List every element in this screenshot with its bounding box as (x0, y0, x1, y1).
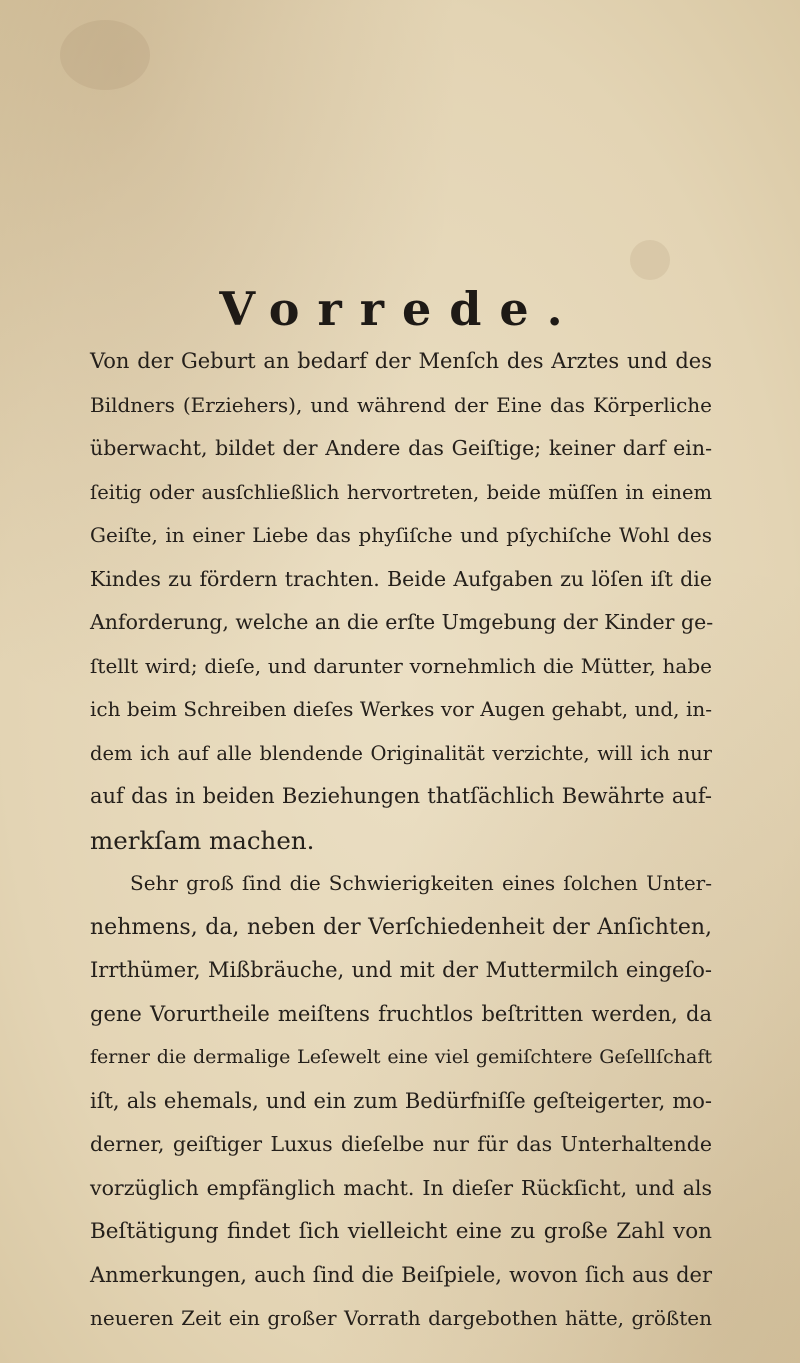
text-line: Sehr groß ſind die Schwierigkeiten eines ſolchen Unter- (130, 871, 712, 895)
paper-stain (60, 20, 150, 90)
text-line: nehmens, da, neben der Verſchiedenheit der Anſichten, (90, 914, 712, 940)
text-line: ferner die dermalige Leſewelt eine viel gemiſchtere Geſellſchaft (90, 1046, 712, 1068)
body-text (90, 340, 712, 1341)
text-line: Geiſte, in einer Liebe das phyſiſche und pſychiſche Wohl des (90, 523, 712, 547)
text-line: Anforderung, welche an die erſte Umgebung der Kinder ge- (90, 610, 714, 634)
text-line: derner, geiſtiger Luxus dieſelbe nur für das Unterhaltende (90, 1132, 712, 1156)
text-line: gene Vorurtheile meiſtens fruchtlos beſtritten werden, da (90, 1001, 712, 1026)
text-line: auf das in beiden Beziehungen thatſächlich Bewährte auf- (90, 784, 712, 808)
text-line: überwacht, bildet der Andere das Geiſtige; keiner darf ein- (90, 436, 712, 460)
text-line: neueren Zeit ein großer Vorrath dargebothen hätte, größten (90, 1306, 712, 1330)
page-title: Vorrede. (219, 282, 581, 336)
text-line: vorzüglich empfänglich macht. In dieſer Rückſicht, und als (90, 1175, 712, 1200)
text-line: Von der Geburt an bedarf der Menſch des Arztes und des (90, 349, 712, 373)
text-line: ſeitig oder ausſchließlich hervortreten, beide müſſen in einem (90, 480, 712, 504)
text-line: ſtellt wird; dieſe, und darunter vornehmlich die Mütter, habe (90, 653, 712, 678)
text-line: Irrthümer, Mißbräuche, und mit der Muttermilch eingeſo- (90, 958, 712, 982)
text-line: Beſtätigung findet ſich vielleicht eine zu große Zahl von (90, 1219, 712, 1244)
text-line: Kindes zu fördern trachten. Beide Aufgaben zu löſen iſt die (90, 566, 712, 591)
text-line: Bildners (Erziehers), und während der Eine das Körperliche (90, 392, 712, 417)
text-line: merkſam machen. (90, 825, 315, 855)
text-line: dem ich auf alle blendende Originalität verzichte, will ich nur (90, 741, 712, 765)
text-line: iſt, als ehemals, und ein zum Bedürfniſſe geſteigerter, mo- (90, 1088, 712, 1113)
text-line: ich beim Schreiben dieſes Werkes vor Augen gehabt, und, in- (90, 697, 712, 721)
paper-stain (630, 240, 670, 280)
text-line: Anmerkungen, auch ſind die Beiſpiele, wovon ſich aus der (90, 1262, 712, 1287)
